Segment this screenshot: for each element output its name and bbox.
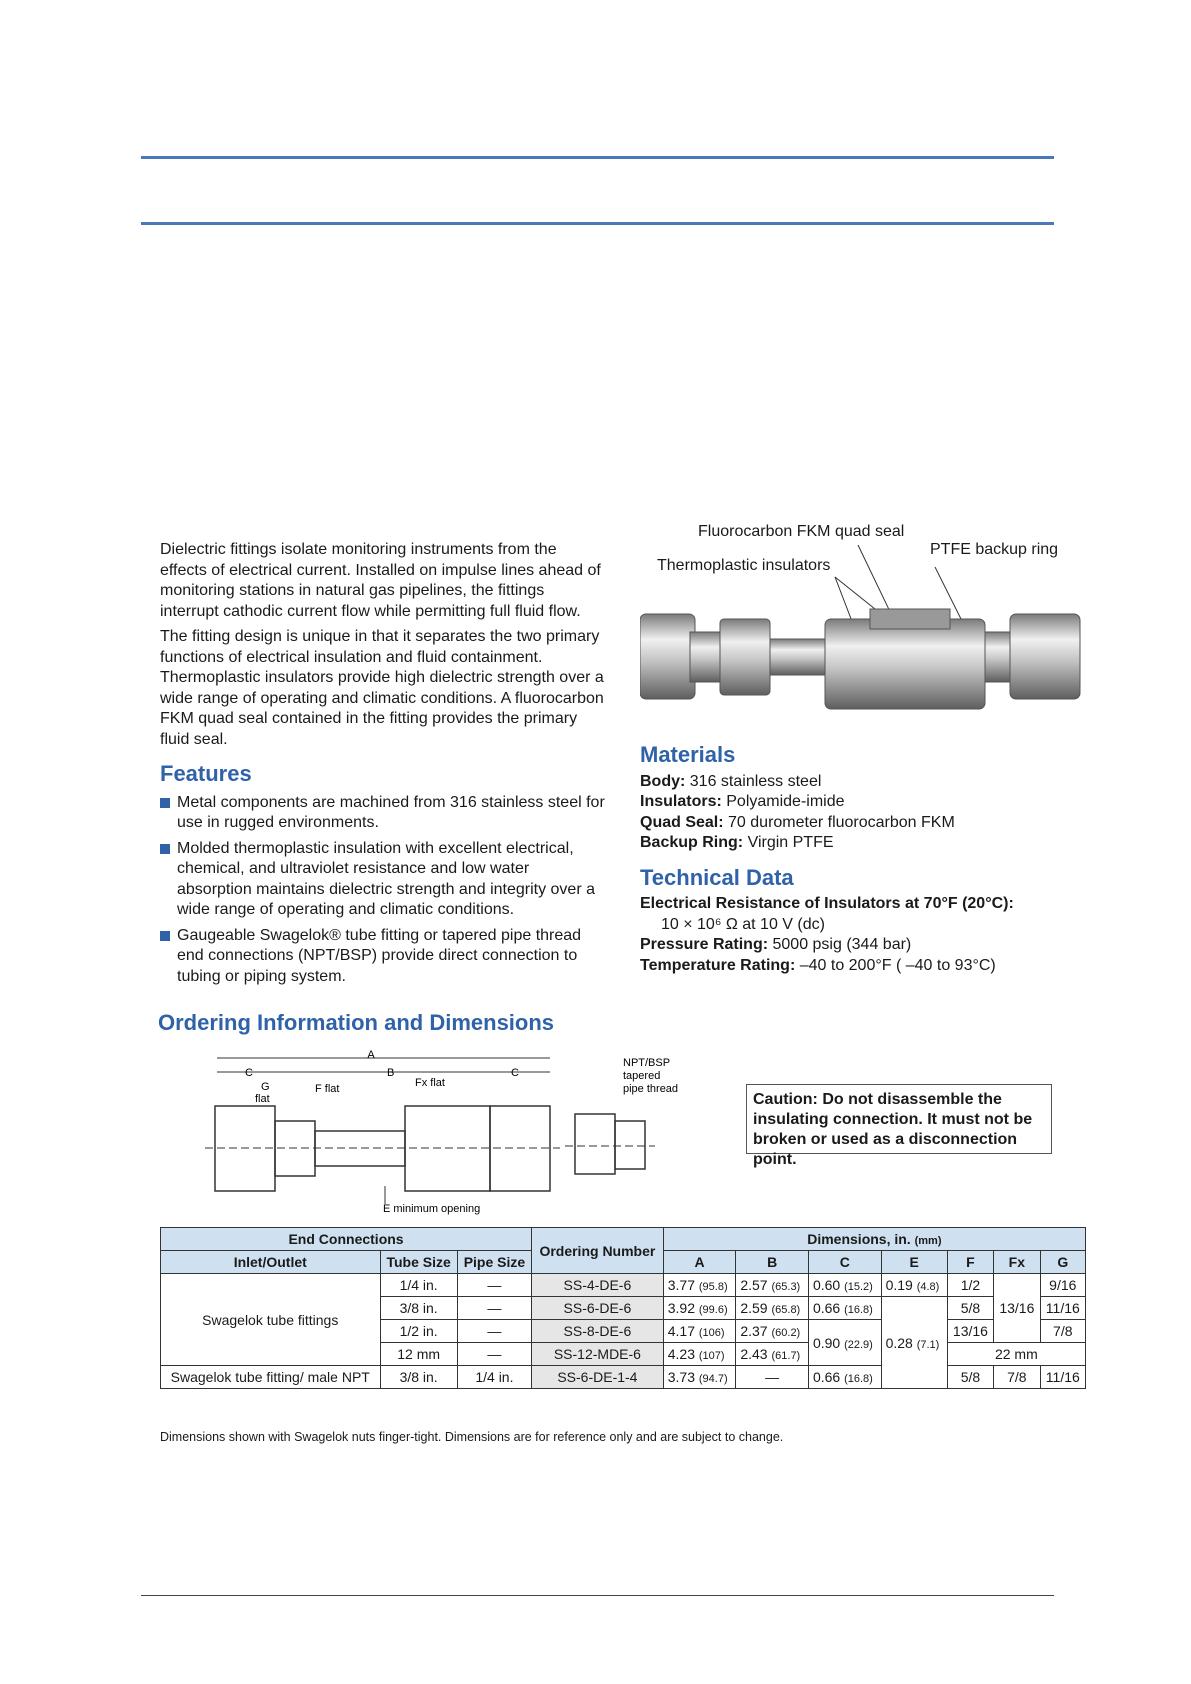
mm: (99.6): [698, 1304, 728, 1316]
pipe-cell: 1/4 in.: [457, 1366, 531, 1389]
material-label: Backup Ring:: [640, 834, 744, 851]
mm: (107): [698, 1350, 725, 1362]
dimensions-header: [663, 1228, 1085, 1251]
npt-label-3: pipe thread: [623, 1083, 679, 1095]
table-row: [161, 1366, 1086, 1389]
b-cell: [736, 1343, 809, 1366]
value: 3.77: [667, 1277, 695, 1293]
material-row: [640, 813, 1060, 834]
tube-cell: 3/8 in.: [380, 1366, 457, 1389]
value: 0.60: [812, 1277, 841, 1293]
material-row: [640, 833, 1060, 854]
pressure-row: [640, 935, 1060, 956]
intro-paragraph-2: The fitting design is unique in that it separates the two primary functions of electrical insulation and fluid containment. Thermoplastic insulators provide high dielectric strength over a wide range of operating and climatic conditions. A fluorocarbon FKM quad seal contained in the fitting provides the primary fluid seal.: [160, 628, 604, 748]
col-e-header: E: [881, 1251, 947, 1274]
mm: (22.9): [844, 1338, 873, 1351]
dimension-diagram: [205, 1046, 765, 1216]
a-cell: [663, 1274, 736, 1297]
header-rule-bottom: [141, 222, 1054, 225]
temperature-label: Temperature Rating:: [640, 956, 796, 974]
mm: (65.3): [771, 1281, 801, 1293]
temperature-row: [640, 956, 1060, 977]
col-fx-header: Fx: [994, 1251, 1040, 1274]
a-cell: [663, 1320, 736, 1343]
pipe-cell: —: [457, 1343, 531, 1366]
features-heading: Features: [160, 761, 252, 786]
b-cell: [736, 1297, 809, 1320]
material-label: Insulators:: [640, 793, 722, 810]
f-cell: 13/16: [947, 1320, 993, 1343]
a-cell: [663, 1297, 736, 1320]
technical-heading: Technical Data: [640, 864, 794, 890]
dim-b-label: B: [387, 1067, 395, 1079]
footer-rule: [141, 1595, 1054, 1596]
tube-cell: 1/2 in.: [380, 1320, 457, 1343]
header-rule-top: [141, 156, 1054, 159]
fx-cell: 7/8: [994, 1366, 1040, 1389]
ordering-number-header: Ordering Number: [532, 1228, 664, 1274]
fitting-drawing: [640, 527, 1090, 727]
value: 0.66: [812, 1369, 841, 1385]
value: 2.37: [740, 1323, 768, 1339]
dimensions-table: [160, 1227, 1086, 1389]
dim-a-label: A: [367, 1049, 375, 1061]
ordering-cell: SS-8-DE-6: [532, 1320, 664, 1343]
specs-column: [640, 742, 1060, 976]
ordering-cell: SS-4-DE-6: [532, 1274, 664, 1297]
mm: (16.8): [844, 1304, 873, 1316]
tube-cell: 1/4 in.: [380, 1274, 457, 1297]
ordering-cell: SS-6-DE-1-4: [532, 1366, 664, 1389]
material-value: Polyamide-imide: [721, 793, 845, 810]
feature-item: Molded thermoplastic insulation with excellent electrical, chemical, and ultraviolet resistance and low water absorption maintains dielectric strength and integrity over a wide range of operating and climatic conditions.: [160, 839, 605, 921]
mm: (7.1): [916, 1338, 940, 1351]
product-illustration: [640, 523, 1090, 727]
col-c-header: C: [808, 1251, 881, 1274]
c-cell: [808, 1274, 881, 1297]
b-cell: —: [736, 1366, 809, 1389]
material-row: [640, 772, 1060, 793]
f-cell: 5/8: [947, 1366, 993, 1389]
value: 2.59: [740, 1300, 768, 1316]
tube-size-header: Tube Size: [380, 1251, 457, 1274]
g-cell: 11/16: [1040, 1297, 1085, 1320]
col-g-header: G: [1040, 1251, 1085, 1274]
dimensions-header-text: Dimensions, in.: [807, 1231, 911, 1247]
c-cell: [808, 1366, 881, 1389]
mm: (94.7): [698, 1373, 728, 1385]
f-cell: 1/2: [947, 1274, 993, 1297]
resistance-label: [640, 894, 1060, 915]
value: 3.92: [667, 1300, 695, 1316]
e-merged-cell: [881, 1297, 947, 1389]
npt-label-1: NPT/BSP: [623, 1057, 671, 1069]
mm: (106): [698, 1327, 725, 1339]
g-cell: 11/16: [1040, 1366, 1085, 1389]
intro-paragraph-1: Dielectric fittings isolate monitoring instruments from the effects of electrical current. Installed on impulse lines ahead of monitoring stations in natural gas pipelines, the fittings interrupt cathodic current flow while permitting full fluid flow.: [160, 541, 601, 620]
value: 3.73: [667, 1369, 695, 1385]
value: 4.17: [667, 1323, 695, 1339]
temperature-value: –40 to 200°F ( –40 to 93°C): [795, 956, 996, 974]
pressure-label: Pressure Rating:: [640, 936, 769, 953]
dim-g-label: G: [261, 1081, 270, 1093]
f-cell: 5/8: [947, 1297, 993, 1320]
e-cell: [881, 1274, 947, 1297]
insulators-label: Thermoplastic insulators: [657, 557, 831, 574]
value: 0.19: [885, 1277, 913, 1293]
inlet-outlet-header: Inlet/Outlet: [161, 1251, 381, 1274]
b-cell: [736, 1320, 809, 1343]
mm: (61.7): [771, 1350, 801, 1362]
b-cell: [736, 1274, 809, 1297]
dim-c-label-right: C: [511, 1067, 519, 1079]
dim-c-label-left: C: [245, 1067, 253, 1079]
pressure-value: 5000 psig (344 bar): [768, 936, 912, 953]
mm: (95.8): [698, 1281, 728, 1293]
material-label: Body:: [640, 772, 686, 790]
col-f-header: F: [947, 1251, 993, 1274]
ordering-cell: SS-6-DE-6: [532, 1297, 664, 1320]
features-section: [160, 761, 605, 987]
fx-cell: 13/16: [994, 1274, 1040, 1343]
pipe-cell: —: [457, 1320, 531, 1343]
dim-f-flat-label: F flat: [315, 1083, 340, 1095]
dim-e-label: E minimum opening: [383, 1203, 481, 1215]
feature-item: Gaugeable Swagelok® tube fitting or tapered pipe thread end connections (NPT/BSP) provide direct connection to tubing or piping system.: [160, 926, 605, 988]
value: 0.28: [885, 1334, 913, 1351]
g-cell: 9/16: [1040, 1274, 1085, 1297]
value: 2.57: [740, 1277, 768, 1293]
table-footnote: Dimensions shown with Swagelok nuts finger-tight. Dimensions are for reference only and are subject to change.: [160, 1430, 784, 1444]
value: 2.43: [740, 1346, 768, 1362]
quad-seal-label: Fluorocarbon FKM quad seal: [698, 523, 905, 540]
a-cell: [663, 1343, 736, 1366]
material-value: 316 stainless steel: [685, 772, 822, 790]
mm: (4.8): [916, 1281, 940, 1293]
value: 0.66: [812, 1300, 841, 1316]
material-label: Quad Seal:: [640, 813, 724, 831]
materials-heading: Materials: [640, 742, 736, 767]
material-value: 70 durometer fluorocarbon FKM: [723, 813, 955, 831]
mm: (60.2): [771, 1327, 801, 1339]
value: 4.23: [667, 1346, 695, 1362]
c-merged-cell: [808, 1320, 881, 1366]
end-connections-header: End Connections: [161, 1228, 532, 1251]
group-cell: Swagelok tube fitting/ male NPT: [161, 1366, 381, 1389]
resistance-value: 10 × 10⁶ Ω at 10 V (dc): [661, 915, 825, 933]
caution-box: Caution: Do not disassemble the insulating connection. It must not be broken or used as a disconnection point.: [746, 1084, 1052, 1154]
tube-cell: 3/8 in.: [380, 1297, 457, 1320]
tube-cell: 12 mm: [380, 1343, 457, 1366]
group-cell: Swagelok tube fittings: [161, 1274, 381, 1366]
pipe-cell: —: [457, 1297, 531, 1320]
ordering-cell: SS-12-MDE-6: [532, 1343, 664, 1366]
feature-item: Metal components are machined from 316 stainless steel for use in rugged environments.: [160, 793, 605, 834]
table-row: [161, 1274, 1086, 1297]
mm: (15.2): [844, 1281, 873, 1293]
material-value: Virgin PTFE: [743, 834, 834, 851]
mm: (65.8): [771, 1304, 801, 1316]
mm: (16.8): [844, 1373, 873, 1385]
pipe-size-header: Pipe Size: [457, 1251, 531, 1274]
npt-label-2: tapered: [623, 1070, 661, 1082]
col-b-header: B: [736, 1251, 809, 1274]
pipe-cell: —: [457, 1274, 531, 1297]
material-row: [640, 792, 1060, 813]
mm-span-cell: 22 mm: [947, 1343, 1085, 1366]
dim-fx-flat-label: Fx flat: [415, 1077, 445, 1089]
value: 0.90: [812, 1334, 841, 1351]
g-cell: 7/8: [1040, 1320, 1085, 1343]
resistance-label-text: Electrical Resistance of Insulators at 70°F (20°C):: [640, 895, 1014, 912]
c-cell: [808, 1297, 881, 1320]
backup-ring-label: PTFE backup ring: [930, 541, 1059, 558]
dim-g-flat-label: flat: [255, 1093, 270, 1105]
a-cell: [663, 1366, 736, 1389]
intro-column: [160, 540, 605, 992]
dimension-drawing: [205, 1046, 765, 1216]
table-header-row: [161, 1228, 1086, 1251]
features-list: [160, 793, 605, 988]
ordering-heading: Ordering Information and Dimensions: [158, 1010, 555, 1035]
dimensions-header-mm: (mm): [914, 1235, 942, 1247]
col-a-header: A: [663, 1251, 736, 1274]
